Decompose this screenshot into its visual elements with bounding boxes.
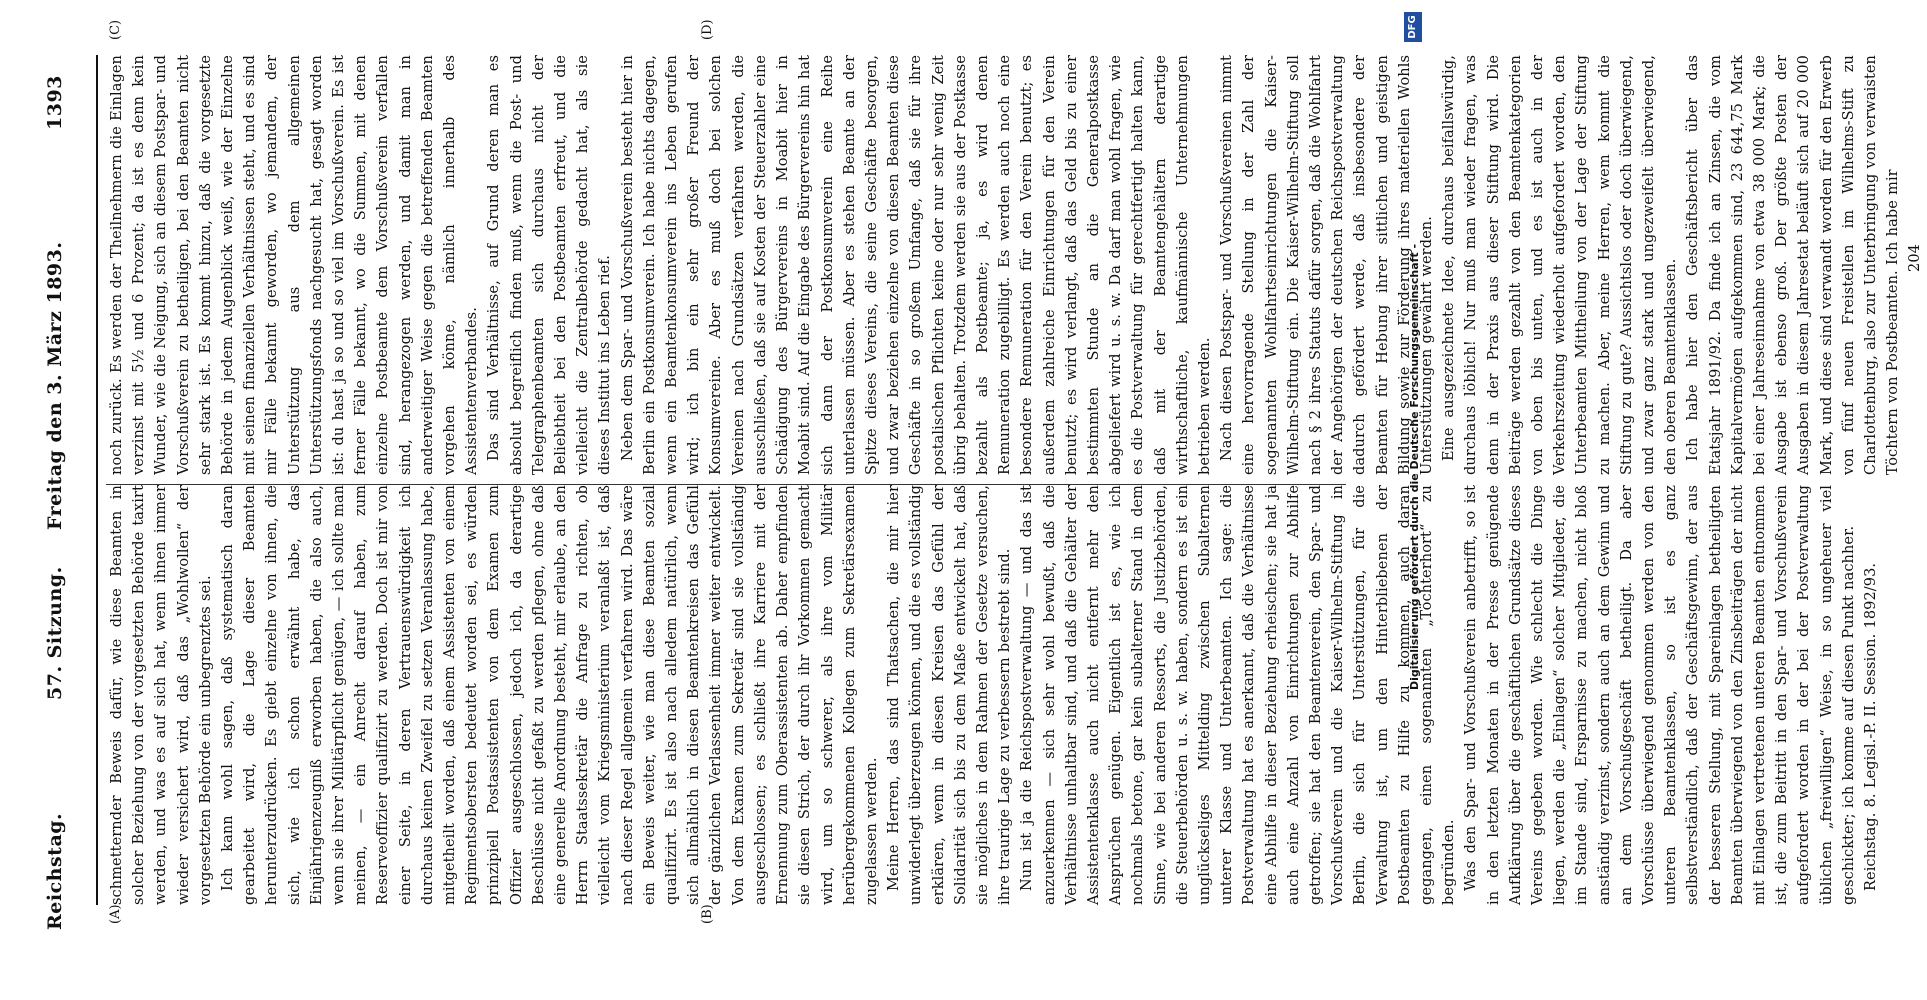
margin-marker-c: (C) bbox=[108, 19, 123, 40]
right-paragraph-4: Nach diesen Postspar- und Vorschußvereinen nimmt eine hervorragende Stellung in der Zahl der sogenannten Wohlfahrtseinrichtungen die Kaiser-Wilhelm-Stiftung ein. Die Kaiser-Wilhelm-Stiftung soll nach § 2 ihres Statuts dafür sorgen, daß die Wohlfahrt der Angehörigen der deutschen Reichspostverwaltung dadurch gefördert werde, daß insbesondere der Beamten für Hebung ihrer sittlichen und geistigen Bildung sowie zur Förderung ihres materiellen Wohls Unterstützungen gewährt werden. bbox=[1219, 55, 1435, 475]
header-page-number: 1393 bbox=[44, 75, 66, 130]
right-paragraph-1: noch zurück. Es werden der Theilnehmern die Einlagen verzinst mit 5½ und 6 Prozent; da ist es denn kein Wunder, wie die Neigung, sich an diesem Postspar- und Vorschußverein zu betheiligen, bei den Beamten nicht sehr stark ist. Es kommt hinzu, daß die vorgesetzte Behörde in jedem Augenblick weiß, wie der Einzelne mit seinen finanziellen Verhältnissen steht, und es sind mir Fälle bekannt geworden, wo jemandem, der Unterstützung aus dem allgemeinen Unterstützungsfonds nachgesucht hat, gesagt worden ist: du hast ja so und so viel im Vorschußverein. Es ist ferner Fälle bekannt, wo die Summen, mit denen einzelne Postbeamte dem Vorschußverein verfallen sind, herangezogen werden, und damit man in anderweitiger Weise gegen die betreffenden Beamten vorgehen könne, nämlich innerhalb des Assistentenverbandes. bbox=[109, 55, 481, 475]
right-paragraph-6: Ich habe hier den Geschäftsbericht über das Etatsjahr 1891/92. Da finde ich an Zinsen, die vom Kapitalvermögen aufgekommen sind, 23 644,75 Mark bei einer Jahreseinnahme von etwa 38 000 Mark; die Ausgabe ist ebenso groß. Der größte Posten der Ausgaben in diesem Jahresetat beläuft sich auf 20 000 Mark, und diese sind verwandt worden für den Erwerb von fünf neuen Freistellen im Wilhelms-Stift zu Charlottenburg, also zur Unterbringung von verwaisten Töchtern von Postbeamten. Ich habe mir bbox=[1685, 55, 1902, 475]
left-paragraph-1: schmetternder Beweis dafür, wie diese Beamten in solcher Beziehung von der vorgesetzten Behörde taxirt werden, und was es auf sich hat, wenn ihnen immer wieder versichert wird, daß das „Wohlwollen“ der vorgesetzten Behörde ein unbegrenztes sei. bbox=[109, 485, 214, 905]
header-session: 57. Sitzung. bbox=[44, 566, 66, 700]
right-paragraph-3: Neben dem Spar- und Vorschußverein besteht hier in Berlin ein Postkonsumverein. Ich habe nichts dagegen, wenn ein Beamtenkonsumverein ins Leben gerufen wird; ich bin ein sehr großer Freund der Konsumvereine. Aber es muß doch bei solchen Vereinen nach Grundsätzen verfahren werden, die ausschließen, daß sie auf Kosten der Steuerzahler eine Schädigung des Bürgervereins in Moabit hier in Moabit sind. Auf die Eingabe des Bürgervereins hin hat sich dann der Postkonsumverein eine Reihe unterlassen müssen. Aber es stehen Beamte an der Spitze dieses Vereins, die seine Geschäfte besorgen, und zwar beziehen einzelne von diesen Beamten diese Geschäfte in so großem Umfange, daß sie für ihre postalischen Pflichten keine oder nur sehr wenig Zeit übrig behalten. Trotzdem werden sie aus der Postkasse bezahlt als Postbeamte; ja, es wird denen Remuneration zugebilligt. Es werden auch noch eine besondere Remuneration für den Verein benutzt; es außerdem zahlreiche Einrichtungen für den Verein benutzt; es wird verlangt, daß das Geld bis zu einer bestimmten Stunde an die Generalpostkasse abgeliefert wird u. s. w. Da darf man wohl fragen, wie es die Postverwaltung für gerechtfertigt halten kann, daß mit der Beamtengehältern derartige wirthschaftliche, kaufmännische Unternehmungen betrieben werden. bbox=[619, 55, 1213, 475]
margin-marker-a: (A) bbox=[108, 904, 123, 924]
right-paragraph-2: Das sind Verhältnisse, auf Grund deren man es absolut begreiflich finden muß, wenn die Post- und Telegraphenbeamten sich durchaus nicht der Beliebtheit bei den Postbeamten erfreut, und die vielleicht die Zentralbehörde gedacht hat, als sie dieses Institut ins Leben rief. bbox=[486, 55, 614, 475]
header-date: Freitag den 3. März 1893. bbox=[44, 241, 66, 530]
header-rule bbox=[96, 55, 98, 905]
digitization-credit: Digitalisierung gefördert durch die Deutsche Forschungsgemeinschaft - bbox=[1408, 243, 1421, 690]
left-paragraph-4: Nun ist ja die Reichspostverwaltung — und das ist anzuerkennen — sich sehr wohl bewußt, daß die Verhältnisse unhaltbar sind, und daß die Gehälter der Assistentenklasse auch nicht entfernt mehr den Ansprüchen genügen. Eigentlich ist es, wie ich nochmals betone, gar kein subalterner Stand in dem Sinne, wie bei anderen Ressorts, die Justizbehörden, die Steuerbehörden u. s. w. haben, sondern es ist ein unglückseliges Mittelding zwischen Subalternen unterer Klasse und Unterbeamten. Ich sage: die Postverwaltung hat es anerkannt, daß die Verhältnisse eine Abhilfe in dieser Beziehung erheischen; sie hat ja auch eine Anzahl von Einrichtungen zur Abhilfe getroffen; sie hat den Beamtenverein, den Spar- und Vorschußverein und die Kaiser-Wilhelm-Stiftung in Berlin, die sich für Unterstützungen, für die Verwaltung ist, um den Hinterbliebenen der Postbeamten zu Hilfe zu kommen, auch daran gegangen, einen sogenannten „Töchterhort“ zu begründen. bbox=[1019, 485, 1458, 905]
dfg-logo: DFG bbox=[1404, 12, 1422, 42]
left-paragraph-3: Meine Herren, das sind Thatsachen, die mir hier unwiderlegt überzeugen können, und die es vollständig erklären, wenn in diesen Kreisen das Gefühl der Solidarität sich bis zu dem Maße entwickelt hat, daß sie mögliches in dem Rahmen der Gesetze versuchen, ihre traurige Lage zu verbessern bestrebt sind. bbox=[886, 485, 1014, 905]
right-paragraph-5: Eine ausgezeichnete Idee, durchaus beifallswürdig, durchaus löblich! Nur muß man wieder fragen, was denn in der Praxis aus dieser Stiftung wird. Die Beiträge werden gezahlt von den Beamtenkategorien von oben bis unten, und es ist auch in der Verkehrszeitung wiederholt aufgefordert worden, den Unterbeamten Mittheilung von der Lage der Stiftung zu machen. Aber, meine Herren, wem kommt die Stiftung zu gute? Aussichtslos oder doch überwiegend, und zwar ganz stark und ungezweifelt überwiegend, den oberen Beamtenklassen. bbox=[1441, 55, 1680, 475]
left-footer-reference: Reichstag. 8. Legisl.-P. II. Session. 1892/93. bbox=[1863, 562, 1880, 891]
header-parliament: Reichstag. bbox=[44, 812, 66, 930]
margin-marker-d: (D) bbox=[700, 19, 715, 40]
page-header bbox=[30, 0, 70, 1000]
column-divider bbox=[106, 484, 1346, 485]
margin-marker-b: (B) bbox=[700, 904, 715, 924]
signature-number: 204 bbox=[1907, 244, 1924, 272]
left-paragraph-2: Ich kann wohl sagen, daß systematisch daran gearbeitet wird, die Lage dieser Beamten herunterzudrücken. Es giebt einzelne von ihnen, die sich, wie ich schon erwähnt habe, das Einjährigenzeugniß erworben haben, die also auch, wenn sie ihrer Militärpflicht genügen, — ich sollte man meinen, — ein Anrecht darauf haben, zum Reserveoffizier qualifizirt zu werden. Doch ist mir von einer Seite, in deren Vertrauenswürdigkeit ich durchaus keinen Zweifel zu setzen Veranlassung habe, mitgetheilt worden, daß einem Assistenten von einem Regimentsobersten bedeutet worden sei, es würden prinzipiell Postassistenten von dem Examen zum Offizier ausgeschlossen, jedoch ich, da derartige Beschlüsse nicht gefaßt zu werden pflegen, ohne daß eine generelle Anordnung besteht, mir erlaube, an den Herrn Staatssekretär die Anfrage zu richten, ob vielleicht vom Kriegsministerium veranlaßt ist, daß nach dieser Regel allgemein verfahren wird. Das wäre ein Beweis weiter, wie man diese Beamten sozial qualifizirt. Es ist also nach alledem natürlich, wenn sich allmählich in diesen Beamtenkreisen das Gefühl der gänzlichen Verlassenheit immer weiter entwickelt. Von dem Examen zum Sekretär sind sie vollständig ausgeschlossen; es schließt ihre Karriere mit der Ernennung zum Oberassistenten ab. Daher empfinden sie diesen Strich, der durch ihr Vorkommen gemacht wird, um so schwerer, als ihre vom Militär herübergekommenen Kollegen zum Sekretärsexamen zugelassen werden. bbox=[220, 485, 880, 905]
left-text-column bbox=[106, 485, 1880, 905]
left-paragraph-5: Was den Spar- und Vorschußverein anbetrifft, so ist in den letzten Monaten in der Presse genügende Aufklärung über die geschäftlichen Grundsätze dieses Vereins gegeben worden. Wie schlecht die Dinge liegen, werden die „Einlagen“ solcher Mitglieder, die im Stande sind, Ersparnisse zu machen, nicht bloß anständig verzinst, sondern auch an dem Gewinn und an dem Vorschußgeschäft betheiligt. Da aber Vorschüsse überwiegend genommen werden von den unteren Beamtenklassen, so ist es ganz selbstverständlich, daß der Geschäftsgewinn, der aus der besseren Stellung, mit Spareinlagen betheiligten Beamten überwiegend von den Zinsbeiträgen der nicht mit Einlagen vertretenen unteren Beamten entnommen ist, die zum Beitritt in den Spar- und Vorschußverein aufgefordert worden in der bei der Postverwaltung üblichen „freiwilligen“ Weise, in so ungeheuer viel geschickter; ich komme auf diesen Punkt nachher. bbox=[1463, 485, 1857, 905]
